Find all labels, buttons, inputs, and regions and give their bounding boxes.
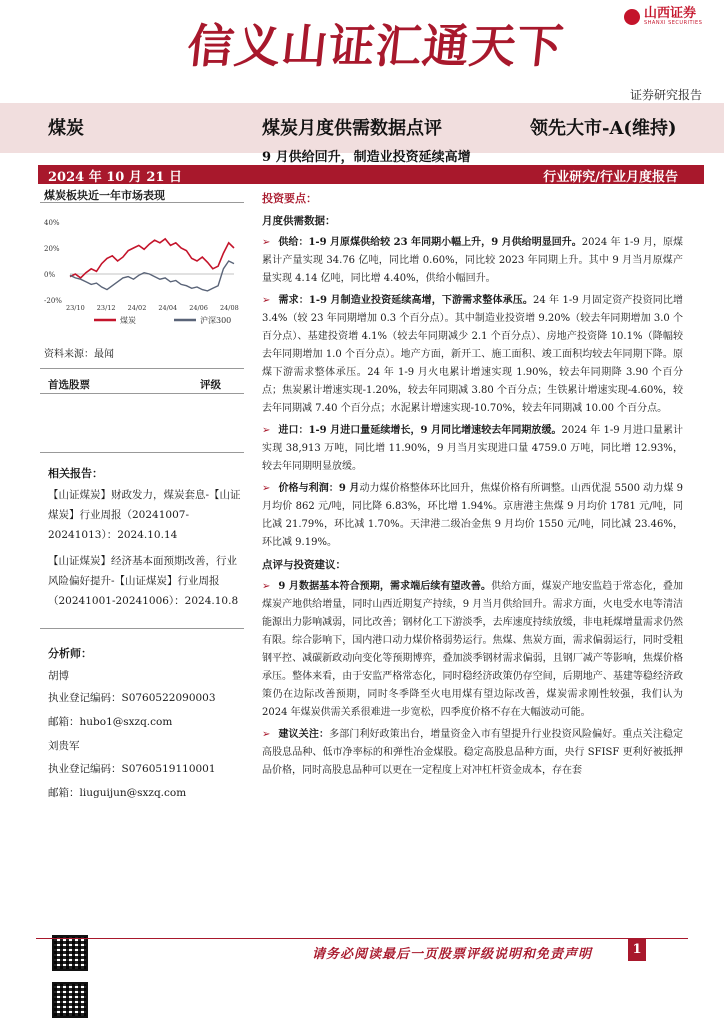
x-tick-label: 23/12: [96, 304, 116, 312]
report-title: 煤炭月度供需数据点评: [262, 118, 442, 139]
report-type: 证券研究报告: [630, 88, 703, 102]
x-tick-label: 23/10: [66, 304, 85, 312]
market-performance-chart: [44, 214, 240, 326]
analyst-name: 刘贵军: [48, 740, 80, 752]
series-line-coal: [70, 239, 234, 278]
chart-title: 煤炭板块近一年市场表现: [44, 189, 165, 202]
analyst-license: 执业登记编码：S0760522090003: [48, 692, 216, 704]
x-tick-label: 24/04: [158, 304, 178, 312]
section-heading: 月度供需数据：: [262, 215, 336, 227]
disclaimer-notice: 请务必阅读最后一页股票评级说明和免责声明: [312, 947, 593, 962]
report-subtitle: 9 月供给回升，制造业投资延续高增: [262, 150, 471, 165]
data-source: 资料来源：最闻: [44, 349, 114, 360]
recommendation-paragraph: ➢ 9 月数据基本符合预期，需求端后续有望改善。供给方面，煤炭产地安监趋于常态化，叠加煤炭产地供给增量，同时山西近期复产持续，9 月当月供给回升。需求方面，火电受水电等清洁能源出力影响减弱，同比改善；钢材化工下游淡季，去库速度持续放缓，非电耗煤增量需求仍然有限。综合影响下，国内港口动力煤价格弱势运行。焦煤、焦炭方面，需求偏弱运行，同时受粗钢平控、减碳新政动向变化等预期博弈，叠加淡季钢材需求偏弱，且钢厂减产等影响，焦煤价格承压。整体来看，由于安监严格常态化，同时稳经济政策仍存空间，后期地产、基建等稳经济政策仍在边际改善预期，同时冬季降至火电用煤有望边际改善，煤炭需求刚性较强，我们认为 2024 年煤炭供需关系很难进一步宽松，四季度价格不存在大幅波动可能。: [262, 581, 683, 718]
related-report-item[interactable]: 【山证煤炭】财政发力，煤炭套息-【山证煤炭】行业周报（20241007-20241013）：2024.10.14: [48, 489, 241, 541]
industry-rating: 领先大市-A(维持): [530, 118, 677, 139]
related-report-item[interactable]: 【山证煤炭】经济基本面预期改善，行业风险偏好提升-【山证煤炭】行业周报（20241001-20241006）：2024.10.8: [48, 555, 239, 607]
y-tick-label: 40%: [44, 219, 60, 227]
x-tick-label: 24/06: [189, 304, 208, 312]
slogan: 信义山证汇通天下: [184, 19, 567, 73]
logo-icon: [624, 9, 640, 25]
price-paragraph: ➢ 价格与利润：9 月动力煤价格整体环比回升，焦煤价格有所调整。山西优混 5500 动力煤 9 月均价 862 元/吨，同比降 6.83%，环比增 1.94%。京唐港主焦煤 9 月均价 1781 元/吨，同比减 21.79%，环比减 1.70%。天津港二级冶金焦 9 月均价 1550 元/吨，同比减 23.46%，环比减 9.19%。: [262, 483, 683, 548]
x-tick-label: 24/02: [127, 304, 147, 312]
divider: [40, 393, 244, 394]
divider: [40, 628, 244, 629]
footer-divider: [36, 938, 688, 939]
bullet-icon: ➢: [262, 295, 271, 306]
industry-label: 煤炭: [48, 118, 84, 139]
analysts-title: 分析师：: [48, 647, 92, 660]
analyst-email[interactable]: 邮箱：hubo1@sxzq.com: [48, 716, 173, 728]
analyst-email[interactable]: 邮箱：liuguijun@sxzq.com: [48, 787, 187, 799]
logo-name-en: SHANXI SECURITIES: [644, 20, 703, 26]
bullet-icon: ➢: [262, 237, 271, 248]
logo-name: 山西证券: [644, 6, 697, 21]
import-paragraph: ➢ 进口：1-9 月进口量延续增长，9 月同比增速较去年同期放缓。2024 年 1-9 月进口量累计实现 38,913 万吨，同比增 11.90%，9 月当月实现进口量 4759.0 万吨，同比增 12.93%，较去年同期明显放缓。: [262, 425, 684, 472]
qr-code-icon: [52, 982, 88, 1018]
legend-label: 煤炭: [120, 316, 136, 325]
divider: [40, 202, 244, 203]
demand-paragraph: ➢ 需求：1-9 月制造业投资延续高增，下游需求整体承压。24 年 1-9 月固定资产投资同比增 3.4%（较 23 年同期增加 0.3 个百分点）。其中制造业投资增 9.20%（较去年同期增加 3.0 个百分点）、基建投资增 4.1%（较去年同期减少 2.1 个百分点）、房地产投资降 10.1%（降幅较去年同期增加 1.0 个百分点）。地产方面，新开工、施工面积、竣工面积均较去年同期下降。原煤下游需求整体承压。24 年 1-9 月火电累计增速实现 1.90%，较去年同期降 3.90 个百分点；焦炭累计增速实现-1.20%，较去年同期减 3.80 个百分点；生铁累计增速实现-4.60%，较去年同期减 7.40 个百分点；水泥累计增速实现-10.70%，较去年同期减 10.00 个百分点。: [262, 295, 683, 414]
legend-label: 沪深300: [200, 316, 232, 325]
divider: [40, 452, 244, 453]
company-logo: [624, 8, 702, 26]
y-tick-label: 20%: [44, 245, 60, 253]
analyst-license: 执业登记编码：S0760519110001: [48, 763, 216, 775]
report-category: 行业研究/行业月度报告: [543, 170, 678, 185]
qr-code-icon: [52, 935, 88, 971]
bullet-icon: ➢: [262, 425, 271, 436]
bullet-icon: ➢: [262, 483, 271, 494]
y-tick-label: -20%: [44, 297, 62, 305]
bullet-icon: ➢: [262, 581, 271, 592]
related-reports-title: 相关报告：: [48, 467, 103, 480]
key-points-heading: 投资要点：: [262, 192, 317, 205]
supply-paragraph: ➢ 供给：1-9 月原煤供给较 23 年同期小幅上升，9 月供给明显回升。2024 年 1-9 月，原煤累计产量实现 34.76 亿吨，同比增 0.60%，同比较 2023 年同期上升。其中 9 月当月原煤产量实现 4.14 亿吨，同比增 4.40%，供给小幅回升。: [262, 237, 684, 284]
bullet-icon: ➢: [262, 729, 271, 740]
section-heading: 点评与投资建议：: [262, 559, 346, 571]
x-tick-label: 24/08: [220, 304, 239, 312]
analyst-name: 胡博: [48, 670, 69, 682]
page-number: 1: [628, 939, 646, 961]
rating-header: 评级: [200, 379, 221, 391]
report-date: 2024 年 10 月 21 日: [48, 170, 182, 185]
advice-paragraph: ➢ 建议关注：多部门利好政策出台，增量资金入市有望提升行业投资风险偏好。重点关注稳定高股息品种、低市净率标的和弹性冶金煤股。稳定高股息品种方面，央行 SFISF 更利好被抵押品价格，同时高股息品种可以更在一定程度上对冲杠杆资金成本，存在套: [262, 729, 684, 776]
y-tick-label: 0%: [44, 271, 56, 279]
preferred-stocks-header: 首选股票: [48, 379, 90, 391]
main-content: [262, 190, 683, 780]
divider: [40, 368, 244, 369]
